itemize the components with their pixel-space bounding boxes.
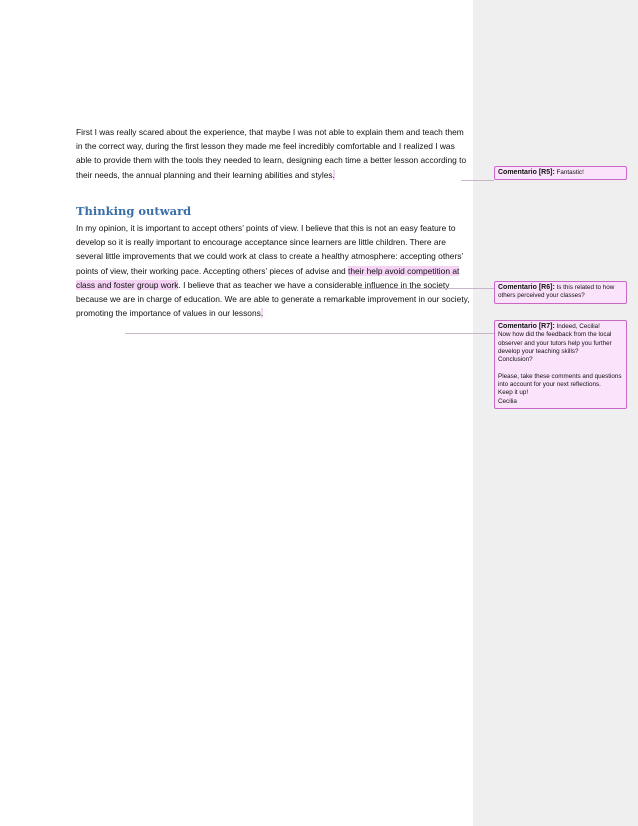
paragraph-1-text: First I was really scared about the experience, that maybe I was not able to explain them and teach them in the correct way, during the first lesson they made me feel incredibly comfortable and I realized I was able to provide them with the tools they needed to learn, designing each time a better lesson according to their needs, the annual planning and their learning abilities and styles [76, 127, 467, 180]
comment-r7[interactable] [494, 320, 627, 409]
comment-r6[interactable] [494, 281, 627, 304]
comment-r5-text: Fantastic! [556, 169, 584, 176]
comment-r5-label: Comentario [R5]: [498, 169, 555, 176]
comment-r7-line-6: Keep it up! [498, 389, 529, 397]
comment-margin-pane [473, 0, 638, 826]
comment-r7-line-5: Please, take these comments and questions into account for your next reflections. [498, 372, 622, 389]
section-heading: Thinking outward [76, 203, 192, 218]
comment-anchor-r7[interactable]: . [260, 308, 264, 319]
comment-anchor-r5[interactable]: . [332, 169, 335, 180]
comment-connector-r7 [125, 333, 494, 334]
comment-r7-label: Comentario [R7]: [498, 323, 555, 330]
comment-connector-r6 [358, 288, 494, 289]
comment-r5[interactable] [494, 166, 627, 180]
paragraph-2 [76, 221, 471, 320]
comment-connector-r5 [461, 180, 494, 181]
paragraph-2-text-after: . I believe that as teacher we have a considerable influence in the society because we are in charge of education. We are able to generate a remarkable improvement in our society, promoting the importance of values in our lessons [76, 279, 470, 319]
paragraph-1 [76, 125, 471, 182]
comment-anchor-r6[interactable]: their help avoid competition at class and foster group work [76, 265, 460, 290]
document-body[interactable] [76, 125, 471, 320]
comment-r6-text: Is this related to how others perceived your classes? [498, 284, 615, 300]
comment-r7-line-7: Cecilia [498, 397, 517, 405]
comment-r7-line-1: Indeed, Cecilia! [556, 323, 600, 330]
paragraph-2-text-before: In my opinion, it is important to accept others’ points of view. I believe that this is not an easy feature to develop so it is really important to encourage acceptance since learners are little children. There are several little improvements that we could work at class to create a healthy atmosphere: accepting others’ points of view, their working pace. Accepting others’ pieces of advise and [76, 223, 463, 276]
comment-r7-line-2: Now how did the feedback from the local observer and your tutors help you further develop your teaching skills? [498, 331, 612, 355]
comment-r7-line-3: Conclusion? [498, 356, 533, 364]
comment-r6-label: Comentario [R6]: [498, 284, 555, 291]
